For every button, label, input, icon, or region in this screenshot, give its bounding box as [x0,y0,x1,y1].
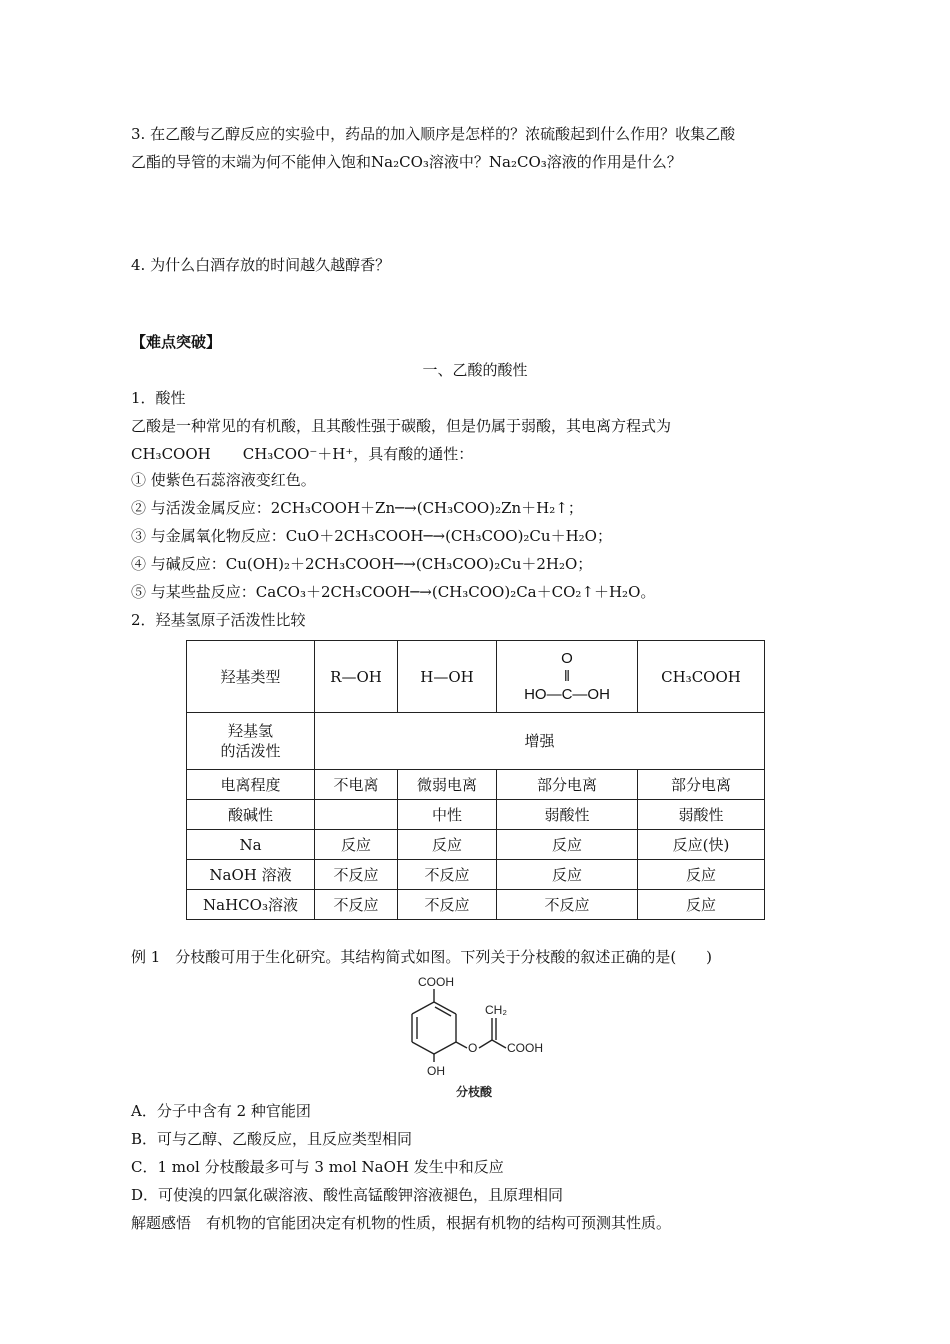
figure-caption: 分枝酸 [456,1085,493,1099]
acidity-intro: 乙酸是一种常见的有机酸，且其酸性强于碳酸，但是仍属于弱酸，其电离方程式为 [131,417,672,435]
table-cell: NaOH 溶液 [187,860,315,890]
table-cell: 不反应 [315,890,398,920]
header-cell: CH₃COOH [638,641,765,713]
table-row [187,830,765,860]
cooh-side-label: COOH [507,1041,543,1055]
table-cell: 电离程度 [187,770,315,800]
table-cell: Na [187,830,315,860]
question-3-text-c: 溶液的作用是什么？ [546,153,682,171]
option-d: D．可使溴的四氯化碳溶液、酸性高锰酸钾溶液褪色，且原理相同 [131,1186,564,1204]
table-cell: 反应 [315,830,398,860]
table-cell: 酸碱性 [187,800,315,830]
hydroxyl-comparison-table [186,640,765,920]
table-cell: 反应(快) [638,830,765,860]
carbonyl-oxygen: O [561,649,573,667]
option-c: C．1 mol 分枝酸最多可与 3 mol NaOH 发生中和反应 [131,1158,504,1176]
table-cell: 弱酸性 [638,800,765,830]
table-cell: 不电离 [315,770,398,800]
table-cell: 不反应 [398,860,497,890]
table-cell: 不反应 [398,890,497,920]
activity-label: 羟基氢 的活泼性 [187,713,315,770]
ionization-equation [131,444,473,464]
question-3-line-1: 3. 在乙酸与乙醇反应的实验中，药品的加入顺序是怎样的？浓硫酸起到什么作用？收集乙酸 [131,125,736,143]
header-cell: R—OH [315,641,398,713]
acidity-heading: 1．酸性 [131,389,186,407]
carbonic-main-chain: HO—C—OH [524,685,610,703]
solution-insight: 解题感悟 有机物的官能团决定有机物的性质，根据有机物的结构可预测其性质。 [131,1214,672,1232]
section-heading: 【难点突破】 [131,333,222,351]
option-b: B．可与乙醇、乙酸反应，且反应类型相同 [131,1130,413,1148]
na2co3-formula: Na₂CO₃ [371,153,429,171]
table-cell: 部分电离 [497,770,638,800]
hydroxyl-heading: 2．羟基氢原子活泼性比较 [131,611,306,629]
question-3-text-a: 乙酯的导管的末端为何不能伸入饱和 [131,153,372,171]
example-1-stem: 例 1 分枝酸可用于生化研究。其结构简式如图。下列关于分枝酸的叙述正确的是( ) [131,948,713,966]
question-3-text-b: 溶液中？ [428,153,489,171]
question-4: 4. 为什么白酒存放的时间越久越醇香？ [131,256,391,274]
ether-oxygen-label: O [468,1041,478,1055]
equation-right: CH₃COO⁻＋H⁺，具有酸的通性： [242,445,474,463]
chorismic-acid-structure [384,972,574,1102]
cooh-top-label: COOH [418,975,454,989]
header-cell: 羟基类型 [187,641,315,713]
acid-property-5: ⑤ 与某些盐反应：CaCO₃＋2CH₃COOH─→(CH₃COO)₂Ca＋CO₂↑＋H₂O。 [131,583,656,601]
table-cell: 不反应 [497,890,638,920]
activity-row [187,713,765,770]
table-cell: 中性 [398,800,497,830]
table-cell: 反应 [638,860,765,890]
table-cell [315,800,398,830]
table-cell: 弱酸性 [497,800,638,830]
table-cell: 反应 [497,830,638,860]
table-cell: 部分电离 [638,770,765,800]
table-cell: 不反应 [315,860,398,890]
acid-property-4: ④ 与碱反应：Cu(OH)₂＋2CH₃COOH─→(CH₃COO)₂Cu＋2H₂O； [131,555,593,573]
na2co3-formula: Na₂CO₃ [488,153,547,171]
carbonic-acid-structure [497,641,638,713]
equation-left: CH₃COOH [131,445,211,463]
table-row [187,800,765,830]
table-cell: NaHCO₃溶液 [187,890,315,920]
question-3-line-2 [131,152,682,172]
table-cell: 反应 [398,830,497,860]
double-bond: ‖ [563,667,571,685]
acid-property-1: ① 使紫色石蕊溶液变红色。 [131,471,316,489]
section-subtitle: 一、乙酸的酸性 [422,361,528,379]
table-cell: 反应 [497,860,638,890]
activity-value: 增强 [315,713,765,770]
table-cell: 反应 [638,890,765,920]
ch2-label: CH₂ [485,1003,507,1017]
header-cell: H—OH [398,641,497,713]
table-row [187,890,765,920]
table-header-row [187,641,765,713]
acid-property-2: ② 与活泼金属反应：2CH₃COOH＋Zn─→(CH₃COO)₂Zn＋H₂↑； [131,499,583,517]
oh-label: OH [427,1064,445,1078]
option-a: A．分子中含有 2 种官能团 [131,1102,311,1120]
table-cell: 微弱电离 [398,770,497,800]
table-row [187,770,765,800]
table-row [187,860,765,890]
acid-property-3: ③ 与金属氧化物反应：CuO＋2CH₃COOH─→(CH₃COO)₂Cu＋H₂O； [131,527,612,545]
